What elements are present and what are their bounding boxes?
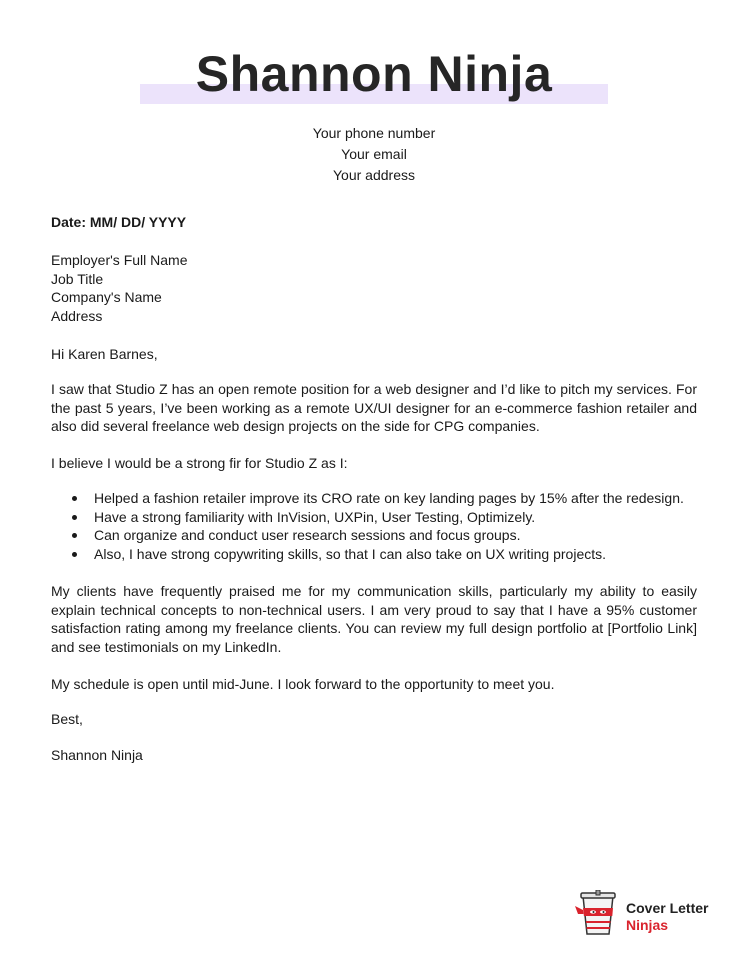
logo-line-ninjas: Ninjas	[626, 917, 669, 933]
list-item	[51, 508, 697, 527]
applicant-name: Shannon Ninja	[195, 46, 553, 102]
signature-name: Shannon Ninja	[51, 747, 143, 763]
list-item	[51, 526, 697, 545]
recipient-company: Company's Name	[51, 289, 162, 306]
bullet-icon	[72, 515, 77, 520]
name-header	[0, 44, 748, 104]
paragraph-clients: My clients have frequently praised me for my communication skills, particularly my ability to easily explain technical concepts to non-technical users. I am very proud to say that I have a 95% customer satisfaction rating among my freelance clients. You can review my full design portfolio at [Portfolio Link] and see testimonials on my LinkedIn.	[51, 583, 697, 655]
recipient-name: Employer's Full Name	[51, 252, 188, 268]
logo-text	[626, 900, 708, 934]
brand-logo	[575, 890, 725, 940]
recipient-address: Address	[51, 308, 103, 325]
letter-date: Date: MM/ DD/ YYYY	[51, 214, 187, 230]
logo-line-cover-letter: Cover Letter	[626, 900, 709, 916]
phone-line: Your phone number	[312, 125, 436, 141]
recipient-title: Job Title	[51, 270, 104, 287]
contact-block	[0, 123, 748, 186]
list-item-text: Have a strong familiarity with InVision, UXPin, User Testing, Optimizely.	[94, 508, 536, 525]
address-line: Your address	[333, 167, 415, 183]
bullets-intro: I believe I would be a strong fir for Studio Z as I:	[51, 455, 348, 471]
email-line: Your email	[341, 146, 407, 162]
list-item-text: Can organize and conduct user research sessions and focus groups.	[94, 527, 521, 544]
greeting: Hi Karen Barnes,	[51, 346, 158, 362]
closing: Best,	[51, 711, 83, 727]
list-item	[51, 489, 697, 508]
bullet-icon	[72, 496, 77, 501]
bullet-icon	[72, 533, 77, 538]
list-item	[51, 545, 697, 564]
list-item-text: Helped a fashion retailer improve its CRO rate on key landing pages by 15% after the redesign.	[94, 490, 684, 506]
skills-list	[51, 489, 697, 563]
paragraph-schedule: My schedule is open until mid-June. I look forward to the opportunity to meet you.	[51, 676, 555, 692]
paragraph-intro: I saw that Studio Z has an open remote position for a web designer and I’d like to pitch my services. For the past 5 years, I’ve been working as a remote UX/UI designer for an e-commerce fashion retailer and also did several freelance web design projects on the side for CPG companies.	[51, 381, 697, 435]
recipient-block	[51, 251, 697, 326]
list-item-text: Also, I have strong copywriting skills, so that I can also take on UX writing projects.	[94, 545, 607, 562]
bullet-icon	[72, 552, 77, 557]
ninja-paper-cup-icon	[575, 890, 621, 938]
